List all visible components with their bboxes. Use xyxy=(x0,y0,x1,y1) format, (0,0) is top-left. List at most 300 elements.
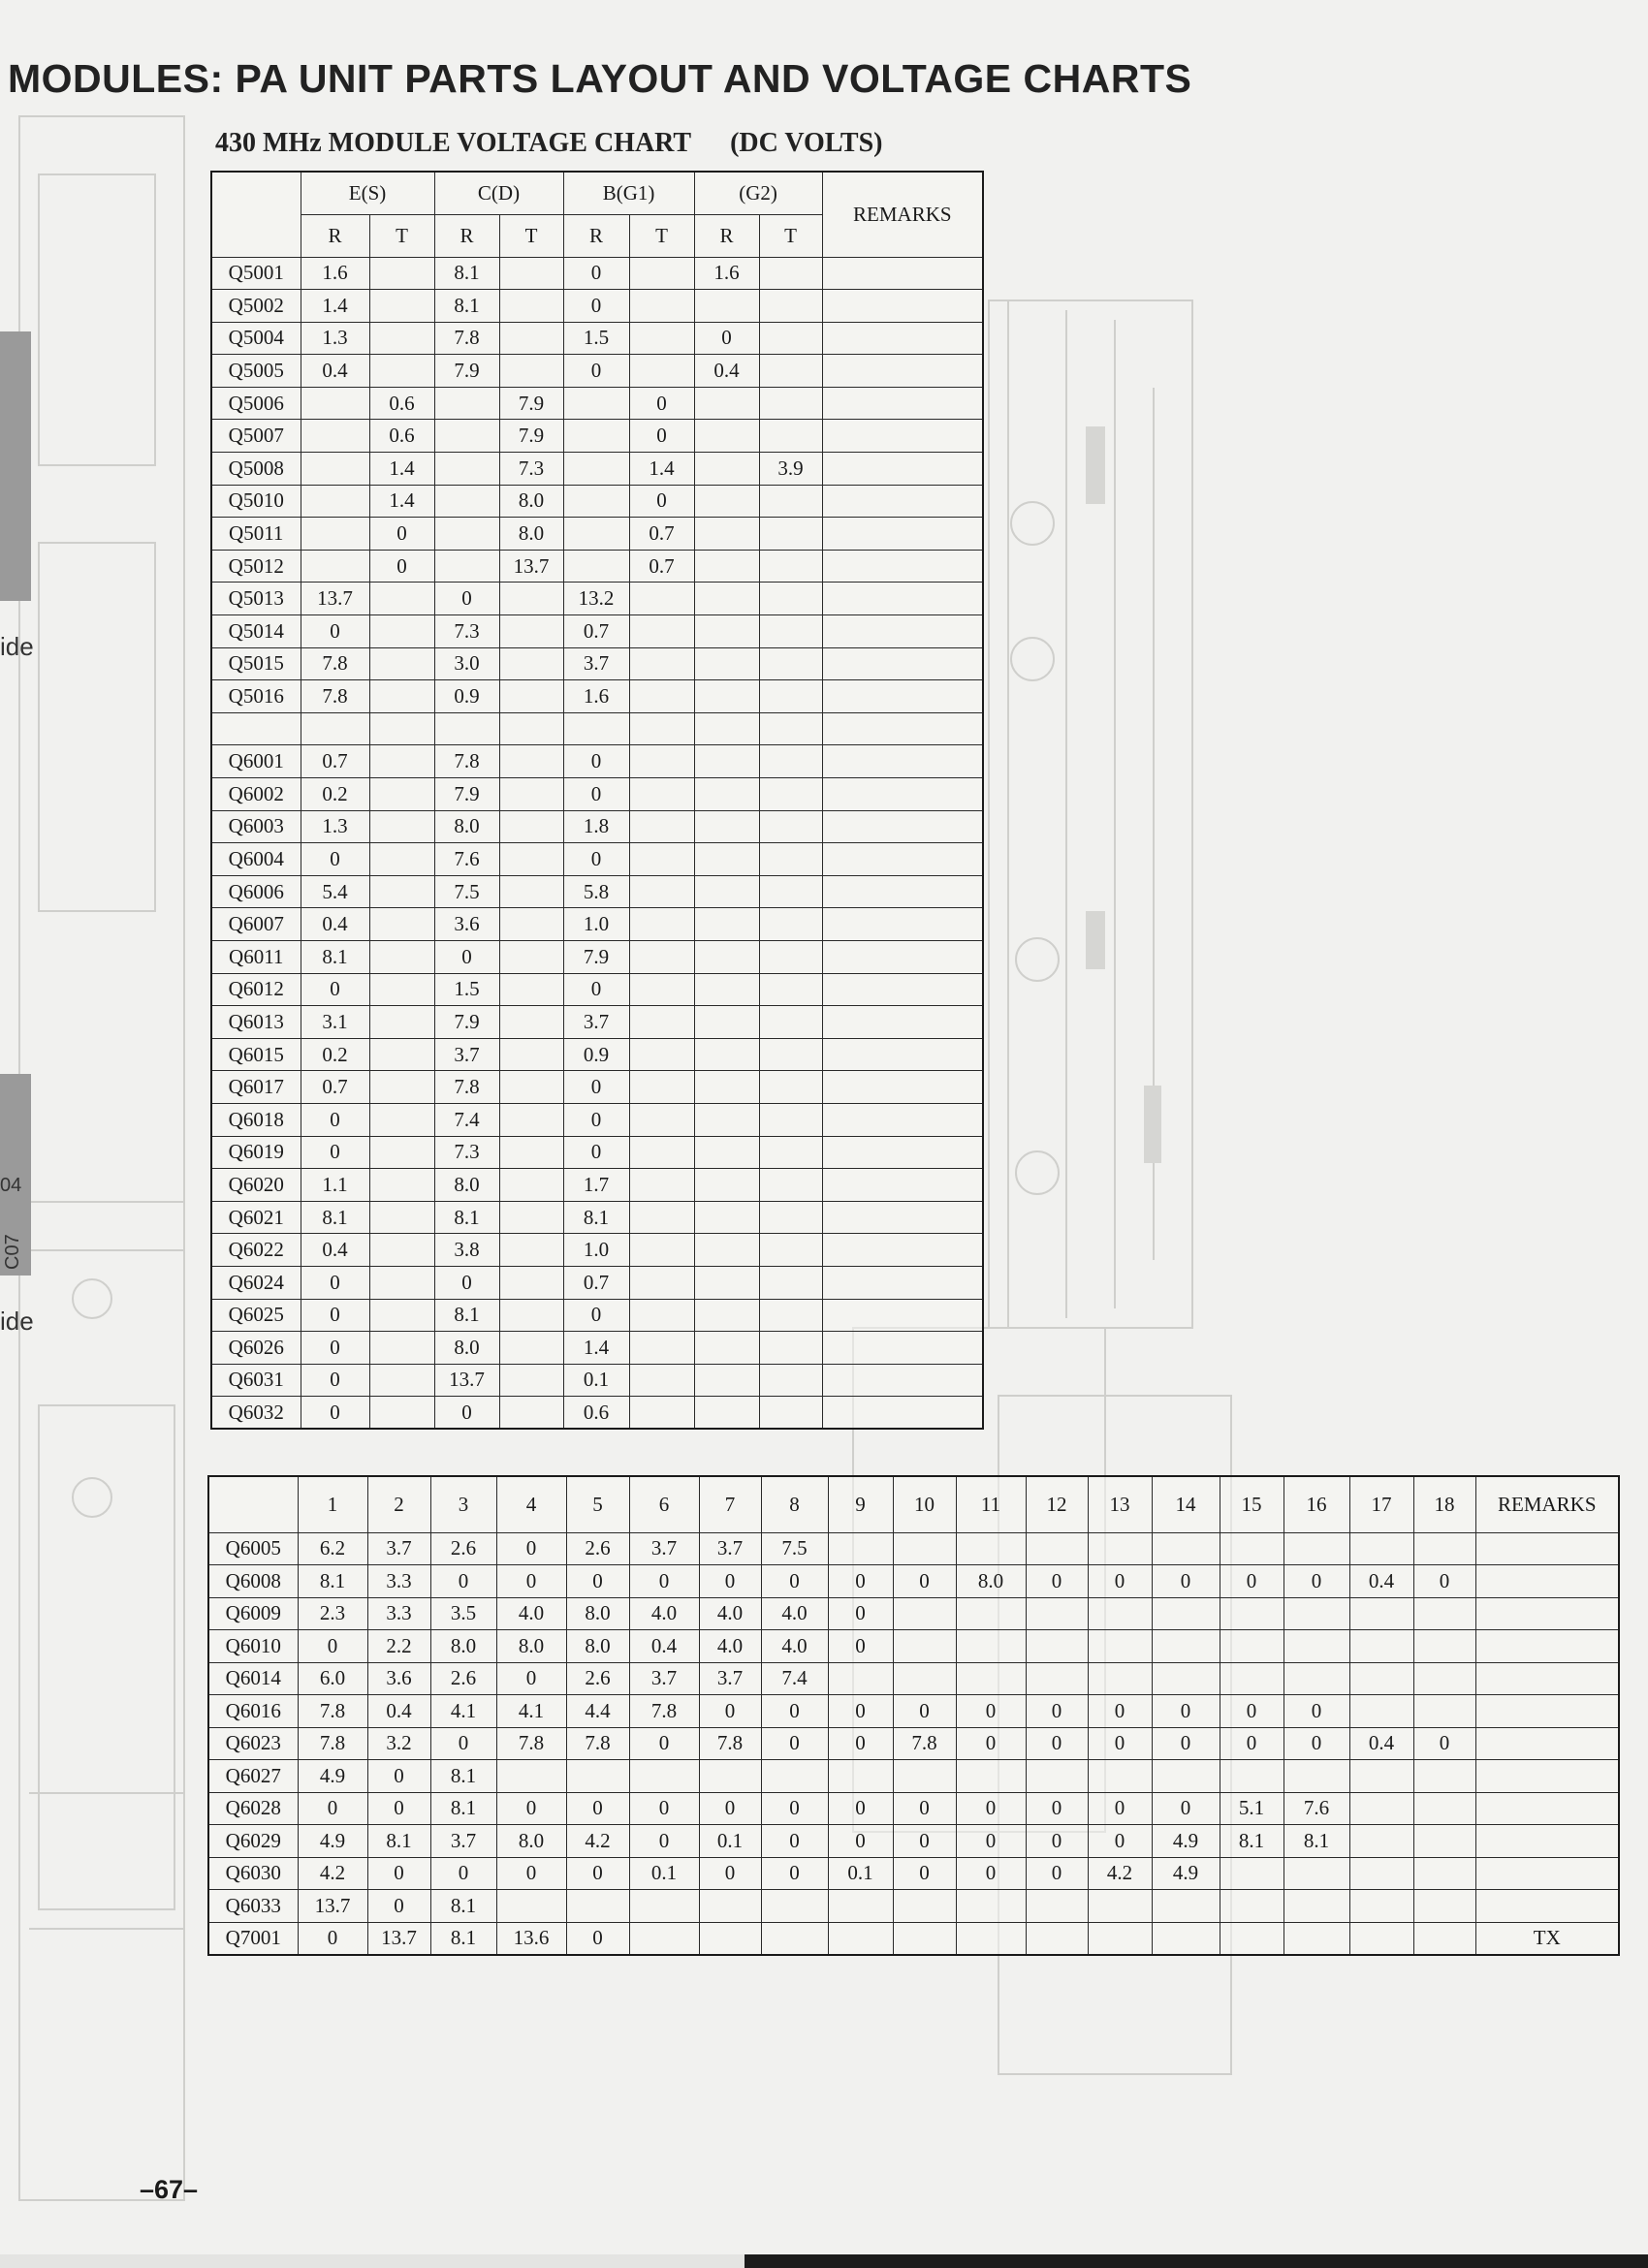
voltage-cell: 1.4 xyxy=(301,290,369,323)
voltage-cell: 7.3 xyxy=(499,453,563,486)
voltage-cell: 0 xyxy=(1026,1565,1088,1598)
voltage-cell xyxy=(1413,1857,1475,1890)
voltage-cell: 0 xyxy=(496,1792,566,1825)
voltage-cell xyxy=(1413,1532,1475,1565)
voltage-cell: 6.2 xyxy=(298,1532,367,1565)
side-code-04: 04 xyxy=(0,1175,22,1196)
voltage-cell xyxy=(694,908,759,941)
pin-column-header: 1 xyxy=(298,1476,367,1532)
voltage-cell xyxy=(759,843,822,876)
voltage-cell: 0 xyxy=(629,420,694,453)
voltage-cell xyxy=(629,1890,699,1923)
table-row xyxy=(208,1792,1619,1825)
voltage-cell xyxy=(301,420,369,453)
voltage-cell: 0 xyxy=(1026,1695,1088,1728)
part-id-cell: Q6021 xyxy=(211,1201,301,1234)
voltage-cell: 4.9 xyxy=(1152,1857,1220,1890)
voltage-cell xyxy=(629,355,694,388)
voltage-cell: 13.7 xyxy=(301,583,369,615)
voltage-cell xyxy=(1413,1825,1475,1858)
table-row xyxy=(211,647,983,680)
voltage-cell: 0 xyxy=(301,615,369,648)
voltage-cell xyxy=(369,940,434,973)
remarks-cell xyxy=(1475,1532,1619,1565)
voltage-cell xyxy=(1220,1662,1284,1695)
voltage-cell xyxy=(629,257,694,290)
voltage-cell xyxy=(369,1234,434,1267)
voltage-cell: 0 xyxy=(369,518,434,551)
voltage-cell xyxy=(629,1299,694,1332)
pin-column-header: 9 xyxy=(828,1476,893,1532)
voltage-cell xyxy=(759,908,822,941)
voltage-cell: 7.4 xyxy=(434,1103,499,1136)
voltage-cell xyxy=(759,550,822,583)
table-row xyxy=(211,583,983,615)
voltage-cell: 0 xyxy=(563,1071,629,1104)
voltage-cell: 7.8 xyxy=(566,1727,629,1760)
chart1-sub-r: R xyxy=(301,214,369,257)
voltage-cell xyxy=(499,1397,563,1430)
table-row xyxy=(211,1234,983,1267)
remarks-cell xyxy=(1475,1727,1619,1760)
part-id-cell: Q5006 xyxy=(211,387,301,420)
voltage-cell xyxy=(1284,1630,1349,1663)
voltage-cell xyxy=(759,1071,822,1104)
remarks-cell xyxy=(822,843,983,876)
voltage-cell xyxy=(566,1760,629,1793)
voltage-cell: 0 xyxy=(563,973,629,1006)
part-id-cell: Q6026 xyxy=(211,1332,301,1365)
voltage-cell xyxy=(759,387,822,420)
voltage-cell xyxy=(761,1922,828,1955)
table-row xyxy=(211,843,983,876)
voltage-cell xyxy=(694,518,759,551)
voltage-cell: 3.7 xyxy=(430,1825,496,1858)
voltage-cell xyxy=(694,973,759,1006)
voltage-cell xyxy=(499,322,563,355)
part-id-cell: Q6019 xyxy=(211,1136,301,1169)
voltage-cell xyxy=(369,257,434,290)
table-row xyxy=(208,1857,1619,1890)
part-id-cell: Q6017 xyxy=(211,1071,301,1104)
voltage-cell xyxy=(1284,1662,1349,1695)
voltage-cell xyxy=(1413,1695,1475,1728)
remarks-cell xyxy=(822,680,983,713)
voltage-cell: 1.3 xyxy=(301,810,369,843)
table-row xyxy=(211,1364,983,1397)
voltage-cell: 0 xyxy=(496,1662,566,1695)
voltage-cell: 7.9 xyxy=(499,387,563,420)
voltage-cell: 8.1 xyxy=(434,290,499,323)
voltage-cell: 0 xyxy=(434,583,499,615)
part-id-cell: Q6018 xyxy=(211,1103,301,1136)
voltage-cell xyxy=(1349,1532,1413,1565)
voltage-cell: 0 xyxy=(699,1857,761,1890)
voltage-cell xyxy=(629,712,694,745)
voltage-cell: 0.2 xyxy=(301,1038,369,1071)
part-id-cell: Q6028 xyxy=(208,1792,298,1825)
voltage-cell xyxy=(369,1071,434,1104)
table-row xyxy=(211,940,983,973)
voltage-cell xyxy=(956,1760,1026,1793)
part-id-cell: Q6010 xyxy=(208,1630,298,1663)
voltage-cell xyxy=(699,1760,761,1793)
voltage-cell: 8.1 xyxy=(430,1760,496,1793)
voltage-cell: 0 xyxy=(1026,1857,1088,1890)
voltage-cell xyxy=(1088,1890,1152,1923)
voltage-cell: 0 xyxy=(828,1792,893,1825)
part-id-cell: Q5012 xyxy=(211,550,301,583)
voltage-cell: 4.2 xyxy=(1088,1857,1152,1890)
part-id-cell: Q6011 xyxy=(211,940,301,973)
voltage-cell xyxy=(499,257,563,290)
voltage-cell xyxy=(759,257,822,290)
voltage-cell: 13.7 xyxy=(367,1922,430,1955)
remarks-cell xyxy=(822,1201,983,1234)
voltage-cell: 0 xyxy=(566,1565,629,1598)
voltage-cell xyxy=(1284,1922,1349,1955)
voltage-cell: 0 xyxy=(629,1792,699,1825)
voltage-cell xyxy=(759,485,822,518)
voltage-cell xyxy=(563,518,629,551)
voltage-cell: 0 xyxy=(761,1857,828,1890)
voltage-cell: 7.8 xyxy=(629,1695,699,1728)
voltage-cell xyxy=(694,1006,759,1039)
part-id-cell: Q5004 xyxy=(211,322,301,355)
voltage-cell xyxy=(956,1597,1026,1630)
table-row xyxy=(208,1727,1619,1760)
remarks-cell xyxy=(822,1169,983,1202)
voltage-cell: 7.3 xyxy=(434,1136,499,1169)
chart1-title-text: 430 MHz MODULE VOLTAGE CHART xyxy=(215,128,692,158)
chart1-remarks-header: REMARKS xyxy=(822,172,983,257)
voltage-cell: 7.8 xyxy=(893,1727,956,1760)
remarks-cell xyxy=(822,355,983,388)
voltage-cell xyxy=(369,1038,434,1071)
table-row xyxy=(211,778,983,811)
part-id-cell: Q6024 xyxy=(211,1266,301,1299)
pin-column-header: 6 xyxy=(629,1476,699,1532)
voltage-cell: 4.9 xyxy=(298,1825,367,1858)
voltage-cell xyxy=(759,712,822,745)
voltage-cell xyxy=(1026,1760,1088,1793)
voltage-cell: 0 xyxy=(430,1727,496,1760)
remarks-cell xyxy=(822,1299,983,1332)
voltage-cell: 0.4 xyxy=(301,1234,369,1267)
voltage-cell xyxy=(759,1006,822,1039)
voltage-cell xyxy=(893,1662,956,1695)
voltage-cell xyxy=(1152,1760,1220,1793)
table-row xyxy=(211,1103,983,1136)
voltage-cell: 8.0 xyxy=(434,810,499,843)
chart2-body xyxy=(208,1532,1619,1955)
voltage-cell xyxy=(828,1662,893,1695)
voltage-cell: 3.9 xyxy=(759,453,822,486)
voltage-cell xyxy=(759,1038,822,1071)
voltage-cell xyxy=(499,680,563,713)
voltage-cell: 0 xyxy=(761,1792,828,1825)
pin-column-header: 2 xyxy=(367,1476,430,1532)
table-row xyxy=(211,1332,983,1365)
voltage-cell xyxy=(499,973,563,1006)
voltage-cell: 0 xyxy=(301,973,369,1006)
voltage-cell: 0 xyxy=(563,1103,629,1136)
voltage-cell: 0 xyxy=(301,1364,369,1397)
voltage-cell: 0.1 xyxy=(563,1364,629,1397)
voltage-cell xyxy=(499,615,563,648)
chart1-group-es: E(S) xyxy=(301,172,434,214)
voltage-cell xyxy=(499,875,563,908)
voltage-cell xyxy=(694,1201,759,1234)
voltage-cell xyxy=(499,1234,563,1267)
voltage-cell: 0 xyxy=(828,1695,893,1728)
voltage-cell xyxy=(301,712,369,745)
voltage-cell xyxy=(629,1103,694,1136)
voltage-cell: 3.2 xyxy=(367,1727,430,1760)
voltage-cell xyxy=(434,453,499,486)
side-fragment-upper: ide xyxy=(0,632,34,661)
remarks-cell xyxy=(822,257,983,290)
chart2-corner-cell xyxy=(208,1476,298,1532)
voltage-cell xyxy=(369,290,434,323)
remarks-cell xyxy=(1475,1662,1619,1695)
voltage-cell: 0.1 xyxy=(699,1825,761,1858)
voltage-cell: 3.1 xyxy=(301,1006,369,1039)
voltage-cell xyxy=(629,1922,699,1955)
remarks-cell xyxy=(1475,1597,1619,1630)
table-row xyxy=(211,875,983,908)
voltage-cell: 7.9 xyxy=(434,355,499,388)
voltage-cell xyxy=(1088,1532,1152,1565)
voltage-cell xyxy=(1413,1792,1475,1825)
voltage-cell: 0.7 xyxy=(563,615,629,648)
pin-column-header: 10 xyxy=(893,1476,956,1532)
voltage-cell xyxy=(699,1922,761,1955)
remarks-cell xyxy=(822,1136,983,1169)
chart1-body xyxy=(211,257,983,1429)
voltage-cell xyxy=(499,647,563,680)
voltage-cell: 8.1 xyxy=(301,1201,369,1234)
voltage-cell: 0 xyxy=(893,1792,956,1825)
voltage-cell xyxy=(1349,1630,1413,1663)
voltage-cell xyxy=(694,843,759,876)
voltage-cell: 0 xyxy=(629,1825,699,1858)
voltage-cell: 0 xyxy=(301,1397,369,1430)
voltage-cell: 0 xyxy=(1088,1727,1152,1760)
voltage-cell: 7.6 xyxy=(1284,1792,1349,1825)
remarks-cell xyxy=(822,518,983,551)
voltage-cell: 3.0 xyxy=(434,647,499,680)
voltage-cell: 0 xyxy=(1088,1792,1152,1825)
voltage-cell xyxy=(499,1332,563,1365)
voltage-cell xyxy=(1152,1630,1220,1663)
voltage-cell xyxy=(1284,1857,1349,1890)
voltage-cell xyxy=(694,940,759,973)
voltage-cell: 0.4 xyxy=(1349,1565,1413,1598)
voltage-cell xyxy=(369,1332,434,1365)
voltage-cell xyxy=(694,453,759,486)
voltage-cell xyxy=(1220,1597,1284,1630)
chart1-group-bg1: B(G1) xyxy=(563,172,694,214)
voltage-cell: 0 xyxy=(1220,1727,1284,1760)
voltage-cell xyxy=(1284,1597,1349,1630)
remarks-cell xyxy=(822,1266,983,1299)
voltage-cell xyxy=(629,322,694,355)
voltage-cell xyxy=(761,1890,828,1923)
voltage-cell xyxy=(1413,1630,1475,1663)
voltage-cell: 3.5 xyxy=(430,1597,496,1630)
voltage-cell: 0 xyxy=(298,1792,367,1825)
voltage-cell xyxy=(759,355,822,388)
voltage-cell: 0.7 xyxy=(563,1266,629,1299)
voltage-cell xyxy=(1349,1922,1413,1955)
voltage-cell: 8.1 xyxy=(301,940,369,973)
voltage-cell xyxy=(499,712,563,745)
voltage-cell xyxy=(369,1103,434,1136)
voltage-cell: 1.7 xyxy=(563,1169,629,1202)
voltage-cell xyxy=(499,583,563,615)
remarks-cell: TX xyxy=(1475,1922,1619,1955)
voltage-cell xyxy=(1026,1630,1088,1663)
voltage-cell: 8.1 xyxy=(434,1299,499,1332)
voltage-cell: 13.7 xyxy=(434,1364,499,1397)
part-id-cell: Q6032 xyxy=(211,1397,301,1430)
voltage-cell xyxy=(563,712,629,745)
remarks-cell xyxy=(822,1006,983,1039)
voltage-cell xyxy=(629,1234,694,1267)
voltage-cell xyxy=(956,1532,1026,1565)
voltage-cell xyxy=(629,745,694,778)
voltage-cell: 0.4 xyxy=(301,355,369,388)
voltage-cell xyxy=(629,1760,699,1793)
voltage-cell: 7.9 xyxy=(434,778,499,811)
voltage-cell: 0.7 xyxy=(629,550,694,583)
voltage-cell xyxy=(434,420,499,453)
voltage-cell xyxy=(694,1397,759,1430)
voltage-cell: 0 xyxy=(828,1565,893,1598)
voltage-cell xyxy=(759,583,822,615)
pin-column-header: 5 xyxy=(566,1476,629,1532)
part-id-cell: Q6022 xyxy=(211,1234,301,1267)
chart1-sub-t: T xyxy=(499,214,563,257)
table-row xyxy=(211,550,983,583)
voltage-cell: 4.0 xyxy=(629,1597,699,1630)
part-id-cell: Q6031 xyxy=(211,1364,301,1397)
voltage-cell xyxy=(563,550,629,583)
voltage-cell: 0 xyxy=(1088,1825,1152,1858)
page-title: MODULES: PA UNIT PARTS LAYOUT AND VOLTAGE CHARTS xyxy=(8,56,1192,101)
voltage-cell: 8.1 xyxy=(430,1890,496,1923)
voltage-cell xyxy=(694,745,759,778)
chart1-sub-r: R xyxy=(694,214,759,257)
voltage-cell: 7.5 xyxy=(761,1532,828,1565)
voltage-cell xyxy=(694,1234,759,1267)
pin-column-header: 15 xyxy=(1220,1476,1284,1532)
voltage-cell xyxy=(694,290,759,323)
pin-column-header: 4 xyxy=(496,1476,566,1532)
table-row xyxy=(211,1397,983,1430)
remarks-cell xyxy=(822,875,983,908)
voltage-cell xyxy=(759,420,822,453)
voltage-cell: 0.7 xyxy=(301,1071,369,1104)
voltage-cell: 5.8 xyxy=(563,875,629,908)
chart1-group-g2: (G2) xyxy=(694,172,822,214)
voltage-cell xyxy=(301,387,369,420)
voltage-cell: 0 xyxy=(563,1136,629,1169)
voltage-cell: 4.1 xyxy=(430,1695,496,1728)
voltage-cell: 3.7 xyxy=(629,1532,699,1565)
voltage-cell xyxy=(434,518,499,551)
part-id-cell: Q5007 xyxy=(211,420,301,453)
voltage-cell xyxy=(629,1006,694,1039)
part-id-cell: Q6027 xyxy=(208,1760,298,1793)
voltage-cell xyxy=(563,420,629,453)
voltage-cell xyxy=(1220,1630,1284,1663)
voltage-cell xyxy=(1088,1597,1152,1630)
remarks-cell xyxy=(822,745,983,778)
part-id-cell: Q6003 xyxy=(211,810,301,843)
voltage-cell: 13.7 xyxy=(499,550,563,583)
table-row xyxy=(211,1006,983,1039)
voltage-cell xyxy=(629,1169,694,1202)
voltage-cell: 1.4 xyxy=(369,485,434,518)
voltage-cell: 0 xyxy=(1284,1565,1349,1598)
voltage-cell xyxy=(1413,1597,1475,1630)
part-id-cell: Q6025 xyxy=(211,1299,301,1332)
part-id-cell: Q5010 xyxy=(211,485,301,518)
voltage-cell: 13.7 xyxy=(298,1890,367,1923)
voltage-cell xyxy=(956,1922,1026,1955)
voltage-cell xyxy=(759,1234,822,1267)
voltage-cell xyxy=(301,550,369,583)
voltage-cell xyxy=(1349,1792,1413,1825)
voltage-cell xyxy=(301,518,369,551)
voltage-cell xyxy=(1152,1532,1220,1565)
voltage-cell xyxy=(694,810,759,843)
voltage-cell xyxy=(1349,1597,1413,1630)
voltage-cell: 1.5 xyxy=(563,322,629,355)
voltage-cell xyxy=(1413,1760,1475,1793)
voltage-cell xyxy=(759,1169,822,1202)
voltage-cell xyxy=(499,1136,563,1169)
voltage-cell: 0.7 xyxy=(629,518,694,551)
voltage-cell xyxy=(761,1760,828,1793)
voltage-cell: 1.0 xyxy=(563,908,629,941)
remarks-cell xyxy=(822,973,983,1006)
voltage-cell xyxy=(1088,1662,1152,1695)
voltage-cell: 13.2 xyxy=(563,583,629,615)
part-id-cell: Q5002 xyxy=(211,290,301,323)
voltage-cell xyxy=(694,1299,759,1332)
voltage-cell: 0 xyxy=(1088,1695,1152,1728)
voltage-cell xyxy=(563,453,629,486)
table-row xyxy=(208,1532,1619,1565)
voltage-cell: 1.8 xyxy=(563,810,629,843)
chart2-header-row xyxy=(208,1476,1619,1532)
voltage-cell xyxy=(1088,1760,1152,1793)
voltage-cell: 4.4 xyxy=(566,1695,629,1728)
table-row xyxy=(208,1565,1619,1598)
voltage-cell: 8.0 xyxy=(566,1630,629,1663)
voltage-cell: 7.4 xyxy=(761,1662,828,1695)
chart1-sub-t: T xyxy=(759,214,822,257)
voltage-cell xyxy=(629,778,694,811)
pin-column-header: 17 xyxy=(1349,1476,1413,1532)
voltage-cell: 0.9 xyxy=(434,680,499,713)
voltage-cell: 6.0 xyxy=(298,1662,367,1695)
voltage-cell: 7.8 xyxy=(434,1071,499,1104)
voltage-cell: 0 xyxy=(629,485,694,518)
